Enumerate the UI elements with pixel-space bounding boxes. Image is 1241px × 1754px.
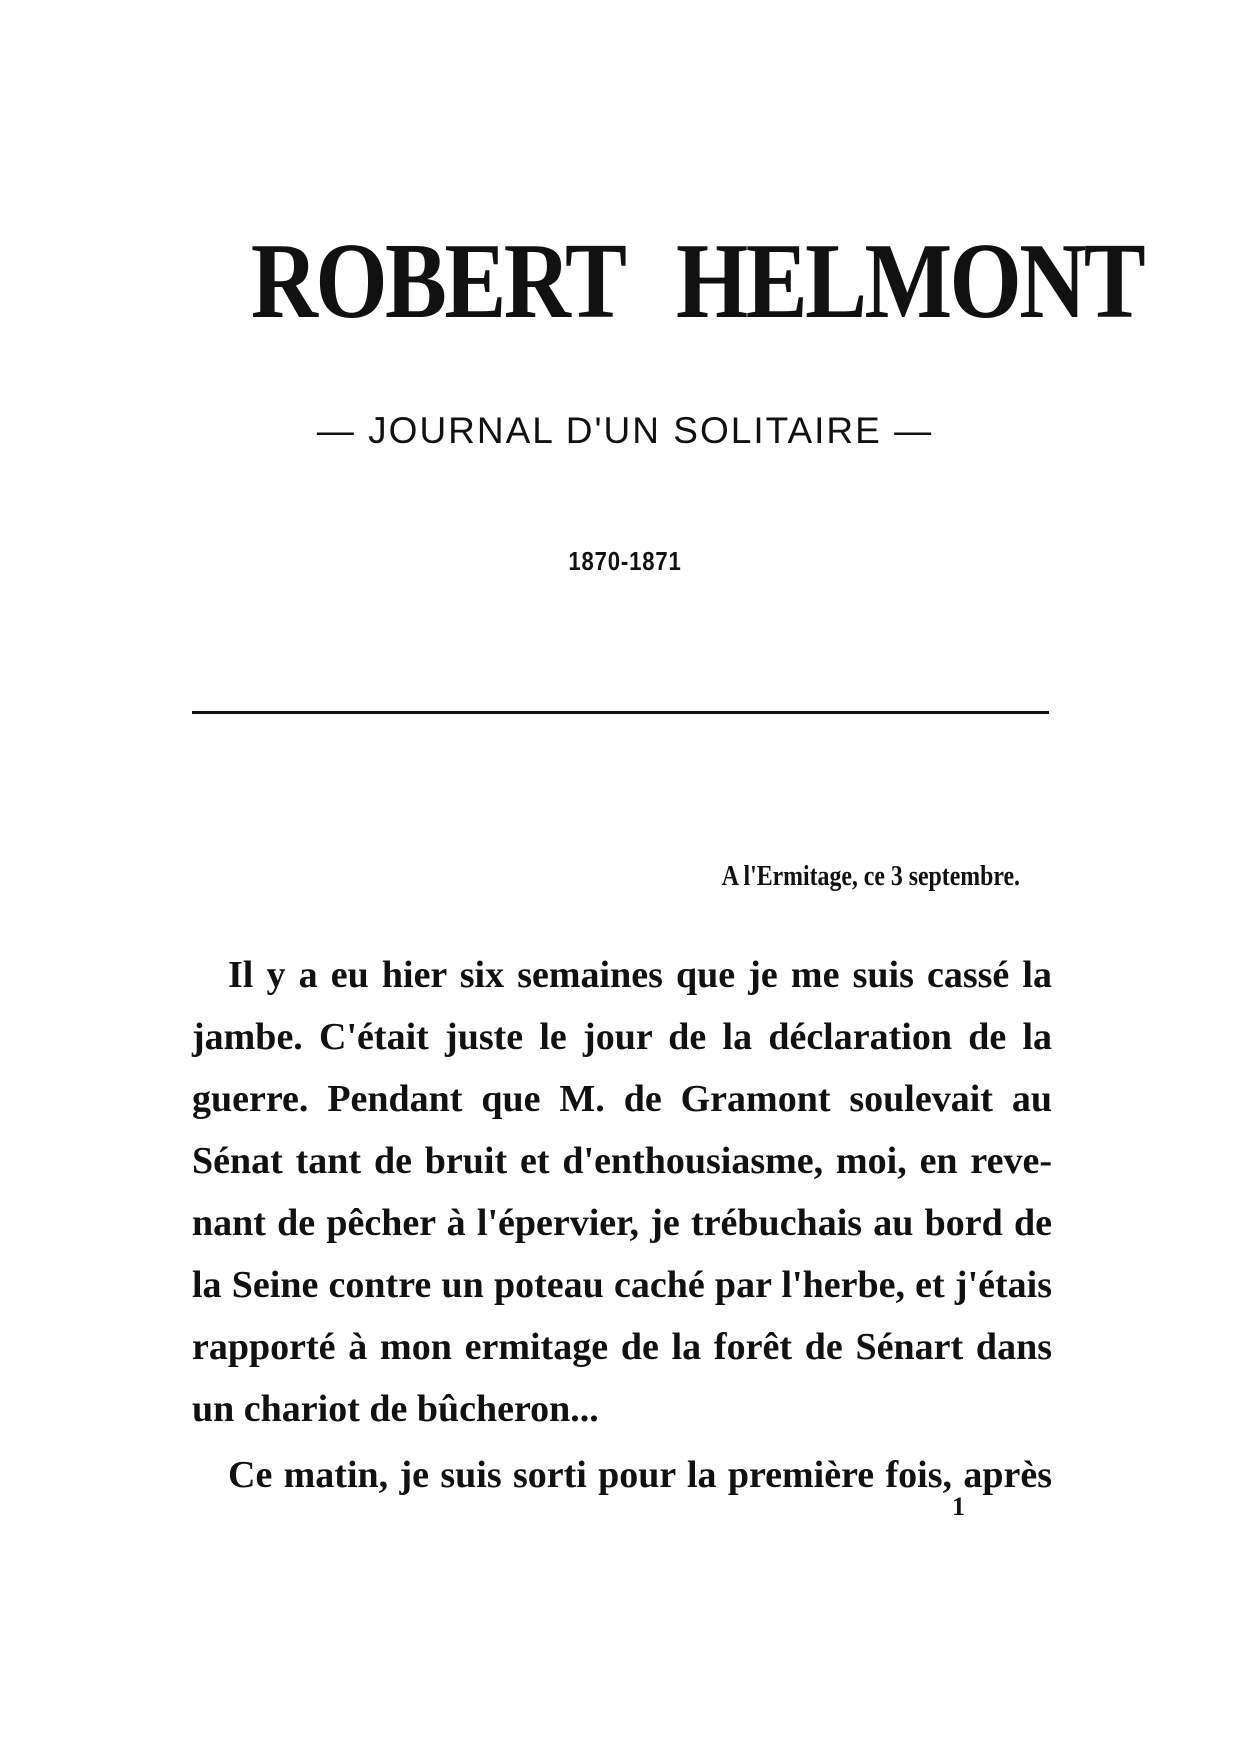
dateline: A l'Ermitage, ce 3 septembre.: [721, 861, 1020, 892]
text-line: Ce matin, je suis sorti pour la première fois, après: [228, 1454, 1052, 1496]
text-line: jambe. C'était juste le jour de la déclaration de la: [192, 1016, 1052, 1058]
text-line: Sénat tant de bruit et d'enthousiasme, moi, en reve-: [192, 1140, 1052, 1182]
book-title: ROBERT HELMONT: [250, 222, 1144, 341]
body-text: [192, 944, 1052, 1506]
page-number: 1: [952, 1492, 965, 1521]
text-line: un chariot de bûcheron...: [192, 1388, 599, 1430]
text-line: nant de pêcher à l'épervier, je trébuchais au bord de: [192, 1202, 1052, 1244]
horizontal-rule: [192, 711, 1049, 714]
text-line: guerre. Pendant que M. de Gramont soulevait au: [192, 1078, 1052, 1120]
book-subtitle: — JOURNAL D'UN SOLITAIRE —: [316, 410, 934, 451]
text-line: Il y a eu hier six semaines que je me suis cassé la: [228, 954, 1052, 996]
text-line: la Seine contre un poteau caché par l'herbe, et j'étais: [192, 1264, 1052, 1306]
text-line: rapporté à mon ermitage de la forêt de Sénart dans: [192, 1326, 1052, 1368]
date-range: 1870-1871: [568, 546, 682, 576]
